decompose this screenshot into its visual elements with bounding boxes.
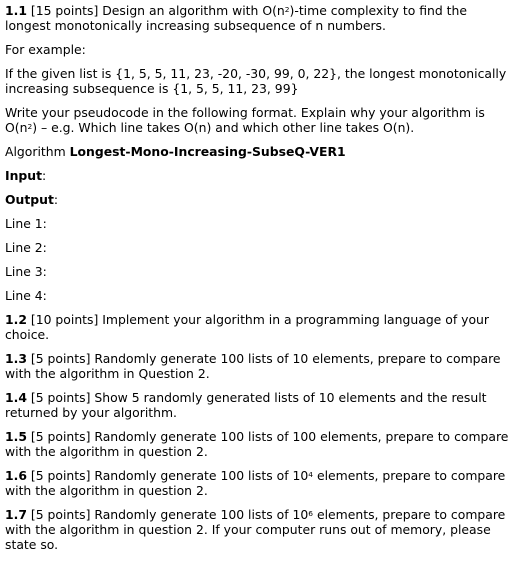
input-line [5, 168, 512, 183]
format-instructions [5, 105, 512, 135]
output-colon: : [53, 192, 59, 207]
format-text: Write your pseudocode in the following format. Explain why your algorithm is O(n [5, 105, 485, 135]
question-1-5 [5, 429, 512, 459]
format-text-rest: ) – e.g. Which line takes O(n) and which other line takes O(n). [32, 120, 415, 135]
question-text: [5 points] Randomly generate 100 lists of 10 [26, 468, 309, 483]
example-text: If the given list is {1, 5, 5, 11, 23, -20, -30, 99, 0, 22}, the longest monotonically increasing subsequence is {1, 5, 5, 11, 23, 99} [5, 66, 507, 96]
question-number: 1.5 [5, 429, 27, 444]
superscript: 2 [27, 121, 33, 131]
question-number: 1.6 [5, 468, 27, 483]
question-text: [5 points] Randomly generate 100 lists of 10 [26, 507, 309, 522]
question-text: [5 points] Randomly generate 100 lists of 100 elements, prepare to compare with the algorithm in question 2. [5, 429, 509, 459]
question-text-rest: elements, prepare to compare with the algorithm in question 2. If your computer runs out of memory, please state so. [5, 507, 506, 552]
pseudocode-line-1: Line 1: [5, 216, 47, 231]
question-1-6 [5, 468, 512, 498]
question-text: [10 points] Implement your algorithm in a programming language of your choice. [5, 312, 489, 342]
algorithm-heading [5, 144, 512, 159]
superscript: 4 [308, 469, 314, 479]
pseudocode-line-4: Line 4: [5, 288, 47, 303]
output-line [5, 192, 512, 207]
question-number: 1.1 [5, 3, 27, 18]
algorithm-prefix: Algorithm [5, 144, 70, 159]
output-label: Output [5, 192, 54, 207]
question-text: [15 points] Design an algorithm with O(n [26, 3, 285, 18]
question-text-rest: )-time complexity to find the longest monotonically increasing subsequence of n numbers. [5, 3, 468, 33]
question-1-3 [5, 351, 512, 381]
input-colon: : [42, 168, 47, 183]
pseudocode-line-3: Line 3: [5, 264, 47, 279]
algorithm-name: Longest-Mono-Increasing-SubseQ-VER1 [69, 144, 346, 159]
superscript: 6 [308, 508, 314, 518]
question-1-2 [5, 312, 512, 342]
question-1-1 [5, 3, 512, 33]
pseudocode-line-2: Line 2: [5, 240, 47, 255]
example-label: For example: [5, 42, 86, 57]
question-1-7 [5, 507, 512, 552]
question-number: 1.3 [5, 351, 27, 366]
question-text-rest: elements, prepare to compare with the algorithm in question 2. [5, 468, 506, 498]
question-text: [5 points] Show 5 randomly generated lists of 10 elements and the result returned by your algorithm. [5, 390, 487, 420]
question-number: 1.4 [5, 390, 27, 405]
question-number: 1.7 [5, 507, 27, 522]
input-label: Input [5, 168, 43, 183]
superscript: 2 [284, 4, 290, 14]
question-number: 1.2 [5, 312, 27, 327]
question-text: [5 points] Randomly generate 100 lists of 10 elements, prepare to compare with the algorithm in Question 2. [5, 351, 501, 381]
question-1-4 [5, 390, 512, 420]
